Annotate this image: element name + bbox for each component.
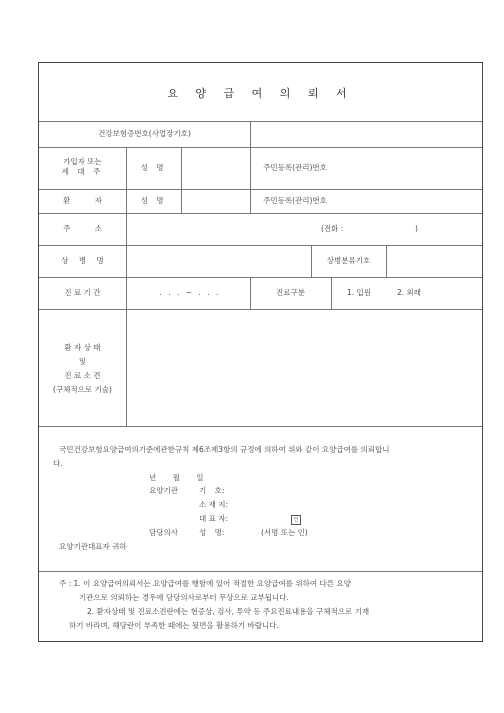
symbol-label: 기 호: [199,486,225,495]
doctor-name-label: 성 명: [199,528,225,537]
doctor-label: 담당의사 [149,528,178,537]
sign-note: (서명 또는 인) [261,528,308,537]
type-outpatient: 2. 외래 [397,288,422,297]
col-rule [331,277,332,309]
col-rule [386,245,387,277]
period-label: 진 료 기 간 [64,288,101,297]
phone-close: ) [415,224,418,233]
rule [39,189,482,190]
patient-name-label: 성 명 [140,196,167,205]
note-2: 2. 환자상태 및 진료소견란에는 현증상, 검사, 투약 등 주요진료내용을 구체적으로 기재 [87,607,370,616]
status-label-3: 진 료 소 견 [64,371,101,380]
rule [39,277,482,278]
subscriber-label-2: 세 대 주 [61,167,104,176]
type-inpatient: 1. 입원 [347,288,372,297]
disease-code-label: 상병분류기호 [326,256,371,265]
rule [39,571,482,572]
referral-form [38,62,483,642]
institution-label: 요양기관 [149,486,178,495]
rule [39,147,482,148]
note-1: 주 : 1. 이 요양급여의뢰서는 요양급여를 행함에 있어 적절한 요양급여를 위하여 다른 요양 [59,579,351,588]
phone-label: (전화 : [321,224,344,233]
location-label: 소 재 지: [199,500,229,509]
note-2-cont: 하기 바라며, 해당란이 부족한 때에는 뒷면을 활용하기 바랍니다. [69,621,279,630]
status-label-2: 및 [78,357,87,366]
treatment-type-label: 진료구분 [276,288,305,297]
request-text-2: 다. [53,459,63,468]
seal-mark: 인 [291,515,301,525]
request-text: 국민건강보험요양급여의기준에관한규칙 제6조제3항의 규정에 의하여 위와 같이 요양급여를 의뢰합니 [59,445,390,454]
note-1-cont: 기관으로 의뢰하는 경우에 담당의사로부터 무상으로 교부됩니다. [79,593,289,602]
rule [39,213,482,214]
form-title: 요 양 급 여 의 뢰 서 [167,87,354,100]
status-label: 환 자 상 태 [64,343,101,352]
rule [39,245,482,246]
period-value: . . . ~ . . . [159,288,219,297]
address-label: 주 소 [63,224,102,233]
rule [39,309,482,310]
rule-top [39,121,482,122]
patient-label: 환 자 [63,196,102,205]
rep-label: 대 표 자: [199,514,229,523]
addressee: 요양기관대표자 귀하 [59,542,127,551]
subscriber-name-label: 성 명 [140,163,167,172]
disease-label: 상 병 명 [61,256,104,265]
insurance-no-label: 건강보험증번호(사업장기호) [98,129,191,138]
rule [39,426,482,427]
patient-rrn-label: 주민등록(관리)번호 [263,196,327,205]
status-label-4: (구체적으로 기술) [53,385,112,394]
col-rule [181,147,182,213]
subscriber-label: 가입자 또는 [63,157,102,166]
date-label: 년 월 일 [149,473,204,482]
subscriber-rrn-label: 주민등록(관리)번호 [263,163,327,172]
